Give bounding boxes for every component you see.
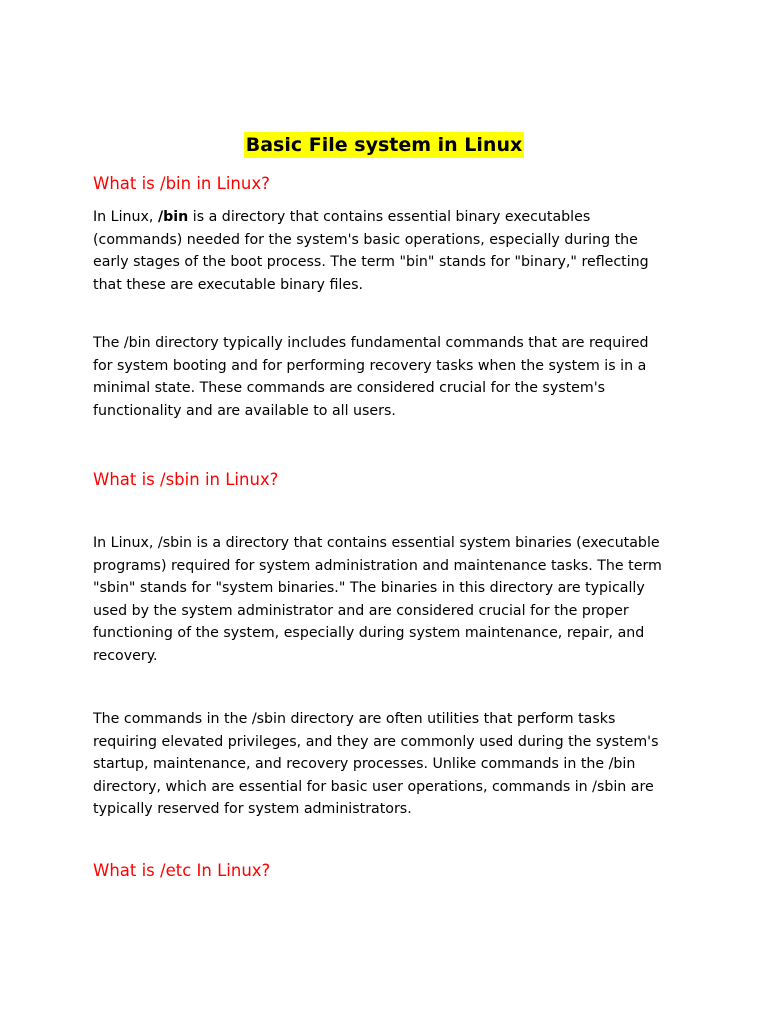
paragraph-line: functioning of the system, especially during system maintenance, repair, and — [93, 625, 645, 641]
text-run: is a directory that contains essential binary executables — [188, 209, 591, 225]
paragraph-bin-contents — [93, 332, 683, 422]
heading-sbin: What is /sbin in Linux? — [93, 470, 279, 489]
paragraph-line: In Linux, /sbin is a directory that contains essential system binaries (executable — [93, 535, 660, 551]
title-container — [0, 132, 768, 158]
heading-etc: What is /etc In Linux? — [93, 861, 271, 880]
paragraph-line: early stages of the boot process. The term "bin" stands for "binary," reflecting — [93, 254, 649, 270]
paragraph-line: minimal state. These commands are considered crucial for the system's — [93, 380, 606, 396]
paragraph-bin-intro — [93, 206, 683, 296]
paragraph-line: requiring elevated privileges, and they are commonly used during the system's — [93, 733, 659, 750]
paragraph-line: startup, maintenance, and recovery processes. Unlike commands in the /bin — [93, 756, 636, 772]
paragraph-line: typically reserved for system administrators. — [93, 801, 412, 817]
paragraph-line — [93, 206, 683, 229]
text-run: In Linux, — [93, 209, 158, 225]
paragraph-line: for system booting and for performing recovery tasks when the system is in a — [93, 357, 647, 374]
paragraph-line: recovery. — [93, 647, 158, 664]
paragraph-sbin-intro — [93, 532, 683, 667]
paragraph-sbin-usage — [93, 708, 683, 821]
paragraph-line: "sbin" stands for "system binaries." The binaries in this directory are typically — [93, 580, 645, 596]
heading-bin: What is /bin in Linux? — [93, 174, 270, 193]
paragraph-line: directory, which are essential for basic user operations, commands in /sbin are — [93, 778, 654, 795]
paragraph-line: The commands in the /sbin directory are often utilities that perform tasks — [93, 711, 616, 727]
paragraph-line: used by the system administrator and are considered crucial for the proper — [93, 602, 629, 619]
paragraph-line: programs) required for system administration and maintenance tasks. The term — [93, 557, 662, 574]
paragraph-line: (commands) needed for the system's basic operations, especially during the — [93, 231, 638, 248]
paragraph-line: functionality and are available to all users. — [93, 402, 396, 419]
paragraph-line: The /bin directory typically includes fundamental commands that are required — [93, 335, 649, 351]
bold-term-bin: /bin — [157, 209, 189, 225]
document-title: Basic File system in Linux — [245, 134, 523, 156]
paragraph-line: that these are executable binary files. — [93, 276, 363, 293]
